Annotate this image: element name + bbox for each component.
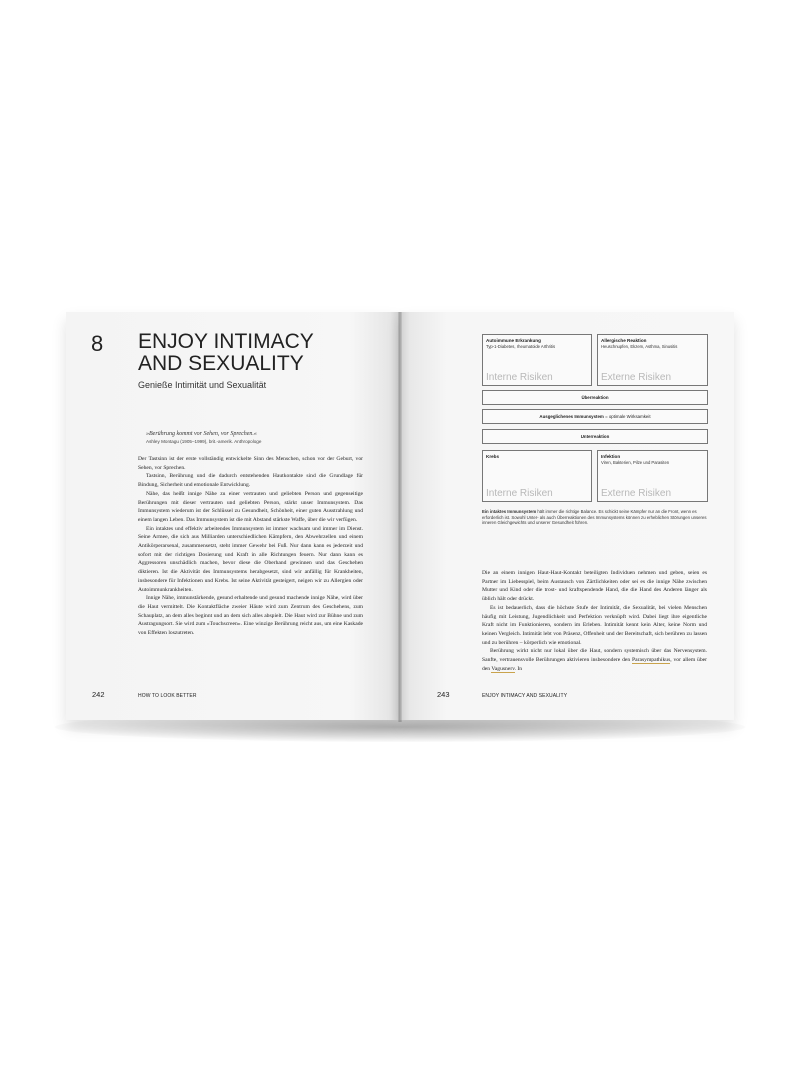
body-paragraph: Tastsinn, Berührung und die dadurch entstehenden Hautkontakte sind die Grundlage für Bindung, Sicherheit und emotionale Entwicklung. [138, 473, 363, 489]
last-para-mid: , vor allem über den [482, 657, 707, 672]
page-number-left: 242 [92, 690, 105, 699]
running-head-right: ENJOY INTIMACY AND SEXUALITY [482, 693, 568, 699]
highlight-parasympathikus: Parasympathikus [632, 657, 671, 664]
box-allergic [597, 334, 708, 386]
box-allergic-risk: Externe Risiken [601, 372, 672, 383]
box-infection-title: Infektion [601, 454, 621, 459]
chapter-title-line-2: AND SEXUALITY [138, 352, 304, 375]
bar-overreaction [482, 390, 708, 405]
box-autoimmune-subtitle: Typ-1-Diabetes, rheumatoide Arthritis [486, 344, 556, 349]
body-paragraph: Der Tastsinn ist der erste vollständig entwickelte Sinn des Menschen, schon vor der Geburt, vor Sehen, vor Sprechen. [138, 456, 363, 471]
diagram-caption [482, 509, 707, 526]
running-head-left: HOW TO LOOK BETTER [138, 693, 197, 699]
last-para-end: . In [514, 665, 523, 672]
caption-text: hält immer die richtige Balance. Es schickt seine Kämpfer nur an die Front, wenn es erforderlich ist. Sowohl Unter- als auch Überreaktionen des Immunsystems können zu erheblichen Störungen unseres inneren Gleichgewichts und unserer Gesundheit führen. [482, 509, 707, 526]
bar-underreaction-label: Unterreaktion [580, 434, 610, 439]
body-paragraph: Innige Nähe, immunstärkende, gesund erhaltende und gesund machende innige Nähe, wird über die Haut vermittelt. Die Kontaktfläche zweier Häute wird zum Zentrum des Geschehens, zum Schauplatz, an dem alles beginnt und an dem sich alles abspielt. Die Haut wird zur Bühne und zum Austragungsort. Sie wird zum »Touchscreen«. Eine winzige Berührung reicht aus, um eine Kaskade von Effekten loszutreten. [138, 595, 363, 637]
page-number-right: 243 [437, 690, 450, 699]
box-allergic-subtitle: Heuschnupfen, Ekzem, Asthma, Sinusitis [601, 344, 678, 349]
epigraph-source: Ashley Montagu (1905–1999), brit.-amerik. Anthropologe [146, 439, 262, 444]
highlight-vagusnerv: Vagusnerv [491, 665, 515, 672]
body-paragraph: Ein intaktes und effektiv arbeitendes Immunsystem ist immer wachsam und immer im Dienst. Seine Armee, die sich aus Milliarden unterschiedlichen Kämpfern, den Abwehrzellen und einem Antikörperarsenal, zusammensetzt, steht immer Gewehr bei Fuß. Nur dann kann es jederzeit und sofort mit der richtigen Dosierung und Kraft in alle Richtungen feuern. Nur dann kann es Aggressoren unschädlich machen, bevor diese die Oberhand gewinnen und das Geschehen diktieren. Ist die Aktivität des Immunsystems herabgesetzt, sind wir anfällig für Krankheiten, insbesondere für Infektionen und Krebs. Ist seine Aktivität gesteigert, neigen wir zu Allergien oder Autoimmunkrankheiten. [138, 525, 363, 593]
body-paragraph-last [482, 647, 707, 673]
caption-bold: Ein intaktes Immunsystem [482, 509, 537, 514]
epigraph [146, 431, 366, 444]
chapter-number: 8 [91, 331, 104, 356]
box-cancer-title: Krebs [486, 454, 500, 459]
bar-balanced-label-bold: Ausgeglichenes Immunsystem [539, 414, 604, 419]
chapter-title-line-1: ENJOY INTIMACY [138, 330, 314, 353]
box-cancer-risk: Interne Risiken [486, 488, 553, 499]
left-body-text [138, 455, 363, 638]
box-autoimmune [482, 334, 592, 386]
chapter-title [138, 331, 358, 375]
box-infection [597, 450, 708, 502]
body-paragraph: Die an einem innigen Haut-Haut-Kontakt beteiligten Individuen nehmen und geben, seien es Partner im Liebesspiel, beim Austausch von Zärtlichkeiten oder sei es die innige Nähe zwischen Mutter und Kind oder die trost- und kraftspendende Hand, die die Hand des Anderen länger als üblich hält oder drückt. [482, 570, 707, 603]
epigraph-text: »Berührung kommt vor Sehen, vor Sprechen.« [146, 431, 257, 437]
bar-underreaction [482, 429, 708, 444]
box-autoimmune-title: Autoimmune Erkrankung [486, 338, 541, 343]
bar-balanced [482, 409, 708, 424]
box-cancer [482, 450, 592, 502]
body-paragraph: Es ist bedauerlich, dass die höchste Stufe der Intimität, die Sexualität, bei vielen Menschen häufig mit Leistung, Jugendlichkeit und Perfektion verknüpft wird. Dabei liegt ihre eigentliche Kraft nicht im Funktionieren, sondern im Erleben. Intimität kennt kein Alter, keine Norm und keinen Vergleich. Intimität lebt von Präsenz, Offenheit und der Bereitschaft, sich berühren zu lassen und zu berühren – körperlich wie emotional. [482, 604, 707, 646]
box-infection-risk: Externe Risiken [601, 488, 672, 499]
right-body-text [482, 569, 707, 673]
box-autoimmune-risk: Interne Risiken [486, 372, 553, 383]
box-infection-subtitle: Viren, Bakterien, Pilze und Parasiten [601, 460, 670, 465]
bar-balanced-label-rest: = optimale Wirksamkeit [603, 414, 651, 419]
box-allergic-title: Allergische Reaktion [601, 338, 647, 343]
body-paragraph: Nähe, das heißt innige Nähe zu einer vertrauten und geliebten Person und gegenseitige Berührungen mit dieser vertrauten und geliebten Person, stärkt unser Immunsystem. Das Immunsystem wiederum ist der Schlüssel zu Gesundheit, Schönheit, einer guten Ausstrahlung und einem langen Leben. Das Immunsystem ist die mit Abstand stärkste Waffe, über die wir verfügen. [138, 490, 363, 523]
chapter-subtitle: Genieße Intimität und Sexualität [138, 380, 267, 390]
last-para-start: Berührung wirkt nicht nur lokal über die Haut, sondern systemisch über das Nervensystem. Sanfte, vertrauensvolle Berührungen aktivieren insbesondere den [482, 648, 707, 664]
bar-overreaction-label: Überreaktion [581, 395, 609, 400]
book-gutter [398, 312, 402, 722]
immune-system-diagram [482, 334, 708, 504]
